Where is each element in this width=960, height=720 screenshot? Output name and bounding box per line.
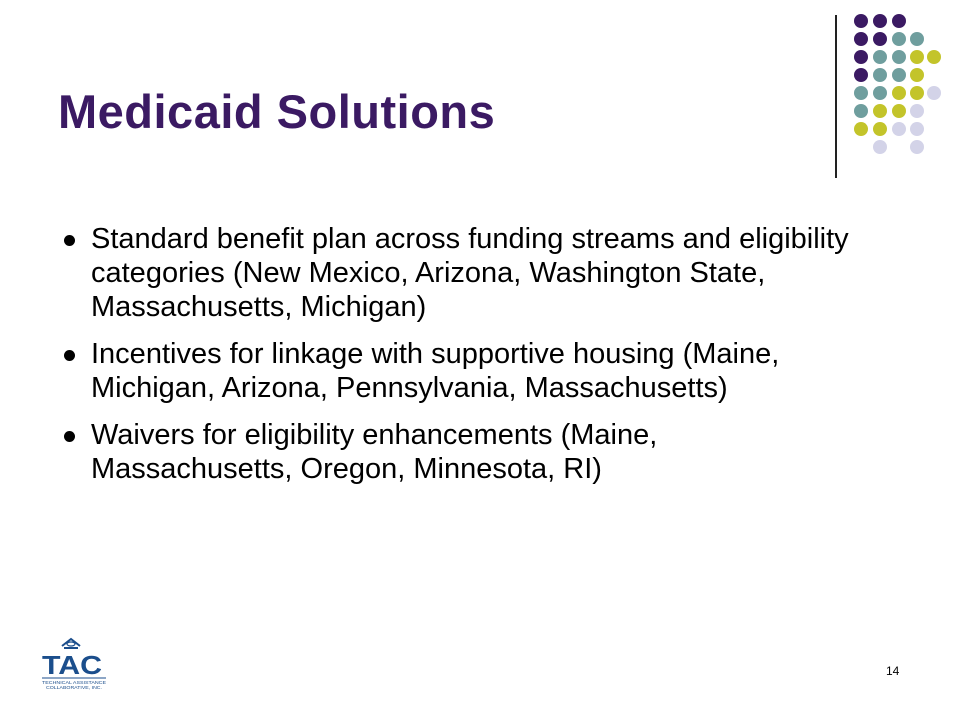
bullet-dot-icon (64, 431, 75, 442)
decor-dot (873, 68, 887, 82)
decor-dot (854, 86, 868, 100)
decor-dot (892, 104, 906, 118)
decor-dot (873, 14, 887, 28)
decor-dot (910, 122, 924, 136)
bullet-text: Incentives for linkage with supportive housing (Maine, Michigan, Arizona, Pennsylvania, Massachusetts) (91, 338, 780, 404)
decor-dot (892, 14, 906, 28)
bullet-text: Waivers for eligibility enhancements (Maine, Massachusetts, Oregon, Minnesota, RI) (91, 419, 658, 485)
decor-dot (873, 32, 887, 46)
decor-dot (910, 86, 924, 100)
decor-dot (854, 68, 868, 82)
svg-text:TECHNICAL ASSISTANCE: TECHNICAL ASSISTANCE (42, 680, 107, 685)
page-number: 14 (886, 664, 900, 678)
decor-dot (927, 86, 941, 100)
bullet-item (58, 222, 858, 324)
decor-dot (892, 32, 906, 46)
decor-dot (854, 50, 868, 64)
decor-dot (892, 50, 906, 64)
bullet-list (58, 222, 858, 499)
decor-dot (910, 50, 924, 64)
bullet-text: Standard benefit plan across funding streams and eligibility categories (New Mexico, Arizona, Washington State, Massachusetts, Michigan) (91, 223, 849, 323)
decor-dot (910, 32, 924, 46)
bullet-item (58, 418, 858, 486)
decor-dot (892, 86, 906, 100)
decor-dot (927, 50, 941, 64)
bullet-dot-icon (64, 235, 75, 246)
decor-dot (873, 104, 887, 118)
decor-dot (854, 104, 868, 118)
slide-title: Medicaid Solutions (58, 85, 496, 138)
decor-dot (892, 122, 906, 136)
tac-logo (40, 636, 110, 690)
decor-dot (910, 68, 924, 82)
decorative-dot-grid (0, 0, 960, 180)
bullet-item (58, 337, 858, 405)
decor-dot (910, 140, 924, 154)
decor-dot (854, 14, 868, 28)
bullet-dot-icon (64, 350, 75, 361)
decor-dot (873, 140, 887, 154)
decor-dot (854, 32, 868, 46)
svg-text:COLLABORATIVE, INC.: COLLABORATIVE, INC. (46, 685, 102, 690)
decor-dot (854, 122, 868, 136)
decor-dot (873, 86, 887, 100)
svg-text:TAC: TAC (42, 650, 103, 680)
decor-dot (873, 50, 887, 64)
decor-dot (873, 122, 887, 136)
decor-dot (892, 68, 906, 82)
decor-dot (910, 104, 924, 118)
